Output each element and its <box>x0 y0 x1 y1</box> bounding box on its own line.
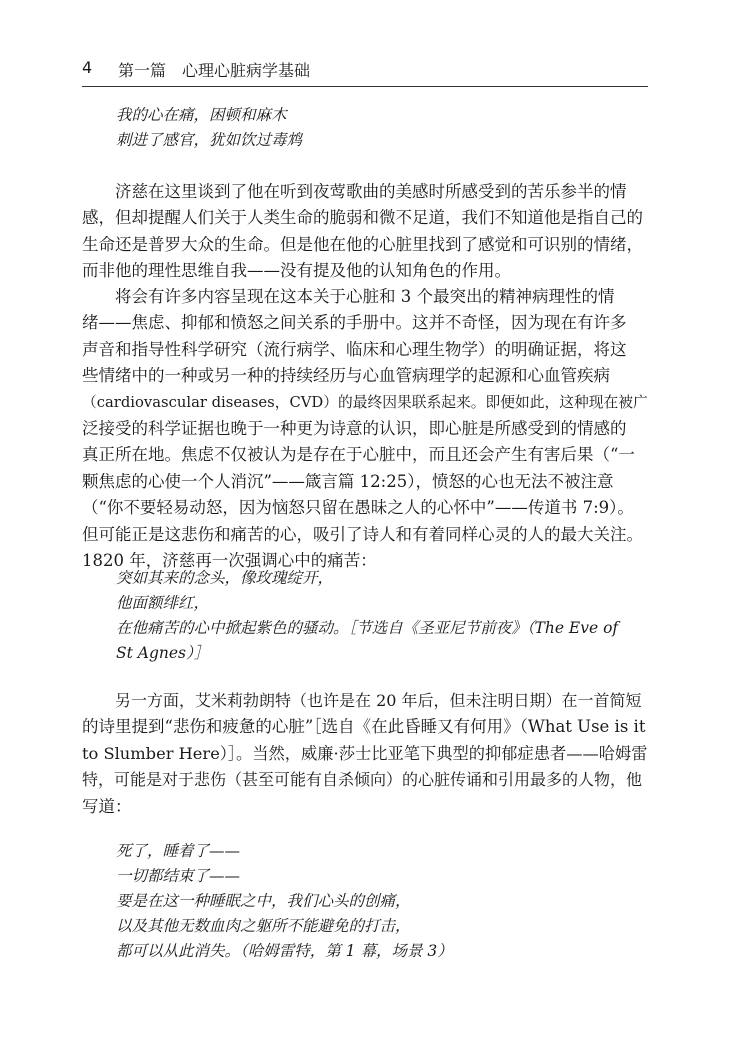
text-line: 将会有许多内容呈现在这本关于心脏和 3 个最突出的精神病理性的情 <box>115 287 615 306</box>
paragraph-2 <box>82 284 648 574</box>
page-number: 4 <box>82 58 93 77</box>
text-line: 1820 年，济慈再一次强调心中的痛苦： <box>82 551 377 571</box>
text-line: 感，但却提醒人们关于人类生命的脆弱和微不足道，我们不知道他是指自己的 <box>82 208 643 228</box>
poem-line: St Agnes）］ <box>116 644 210 662</box>
text-line: （“你不要轻易动怒，因为恼怒只留在愚昧之人的心怀中”——传道书 7:9）。 <box>82 498 634 518</box>
text-line: 济慈在这里谈到了他在听到夜莺歌曲的美感时所感受到的苦乐参半的情 <box>115 182 627 201</box>
poem-line: 要是在这一种睡眠之中，我们心头的创痛， <box>116 892 411 910</box>
poem-hamlet <box>116 839 656 964</box>
header-rule <box>82 86 648 87</box>
chapter-title: 第一篇 心理心脏病学基础 <box>118 61 311 80</box>
poem-line: 死了，睡着了—— <box>116 842 241 860</box>
text-line: 绪——焦虑、抑郁和愤怒之间关系的手册中。这并不奇怪，因为现在有许多 <box>82 313 627 333</box>
text-line: 些情绪中的一种或另一种的持续经历与心血管病理学的起源和心血管疾病 <box>82 366 610 386</box>
poem-line: 一切都结束了—— <box>116 867 241 885</box>
text-line: 但可能正是这悲伤和痛苦的心，吸引了诗人和有着同样心灵的人的最大关注。 <box>82 524 643 544</box>
paragraph-3 <box>82 688 648 820</box>
poem-line: 刺进了感官，犹如饮过毒鸩 <box>116 131 303 149</box>
poem-line: 都可以从此消失。（哈姆雷特，第 1 幕，场景 3） <box>116 942 453 960</box>
text-line: 生命还是普罗大众的生命。但是他在他的心脏里找到了感觉和可识别的情绪， <box>82 234 643 254</box>
poem-keats-nightingale <box>116 103 656 153</box>
text-line: 泛接受的科学证据也晚于一种更为诗意的认识，即心脏是所感受到的情感的 <box>82 419 627 439</box>
poem-line: 突如其来的念头，像玫瑰绽开， <box>116 569 334 587</box>
text-line: 的诗里提到“悲伤和疲惫的心脏”［选自《在此昏睡又有何用》（What Use is it <box>82 717 646 737</box>
running-header <box>82 58 648 84</box>
text-line: 而非他的理性思维自我——没有提及他的认知角色的作用。 <box>82 261 511 281</box>
text-line: 真正所在地。焦虑不仅被认为是存在于心脏中，而且还会产生有害后果（“一 <box>82 445 635 465</box>
text-line: 声音和指导性科学研究（流行病学、临床和心理生物学）的明确证据，将这 <box>82 339 627 359</box>
poem-eve-of-st-agnes <box>116 566 656 666</box>
text-line: 写道： <box>82 796 132 816</box>
poem-line: 在他痛苦的心中掀起紫色的骚动。［节选自《圣亚尼节前夜》（The Eve of <box>116 619 619 637</box>
text-line: 另一方面，艾米莉勃朗特（也许是在 20 年后，但未注明日期）在一首简短 <box>115 691 642 710</box>
paragraph-1 <box>82 179 648 285</box>
text-line: to Slumber Here）］。当然，威廉·莎士比亚笔下典型的抑郁症患者——哈姆雷 <box>82 743 648 763</box>
text-line: （cardiovascular diseases，CVD）的最终因果联系起来。即便如此，这种现在被广 <box>82 393 648 411</box>
poem-line: 以及其他无数血肉之躯所不能避免的打击， <box>116 917 411 935</box>
text-line: 颗焦虑的心使一个人消沉”——箴言篇 12:25），愤怒的心也无法不被注意 <box>82 471 614 491</box>
poem-line: 我的心在痛，困顿和麻木 <box>116 106 287 124</box>
text-line: 特，可能是对于悲伤（甚至可能有自杀倾向）的心脏传诵和引用最多的人物，他 <box>82 770 643 790</box>
poem-line: 他面额绯红， <box>116 594 210 612</box>
